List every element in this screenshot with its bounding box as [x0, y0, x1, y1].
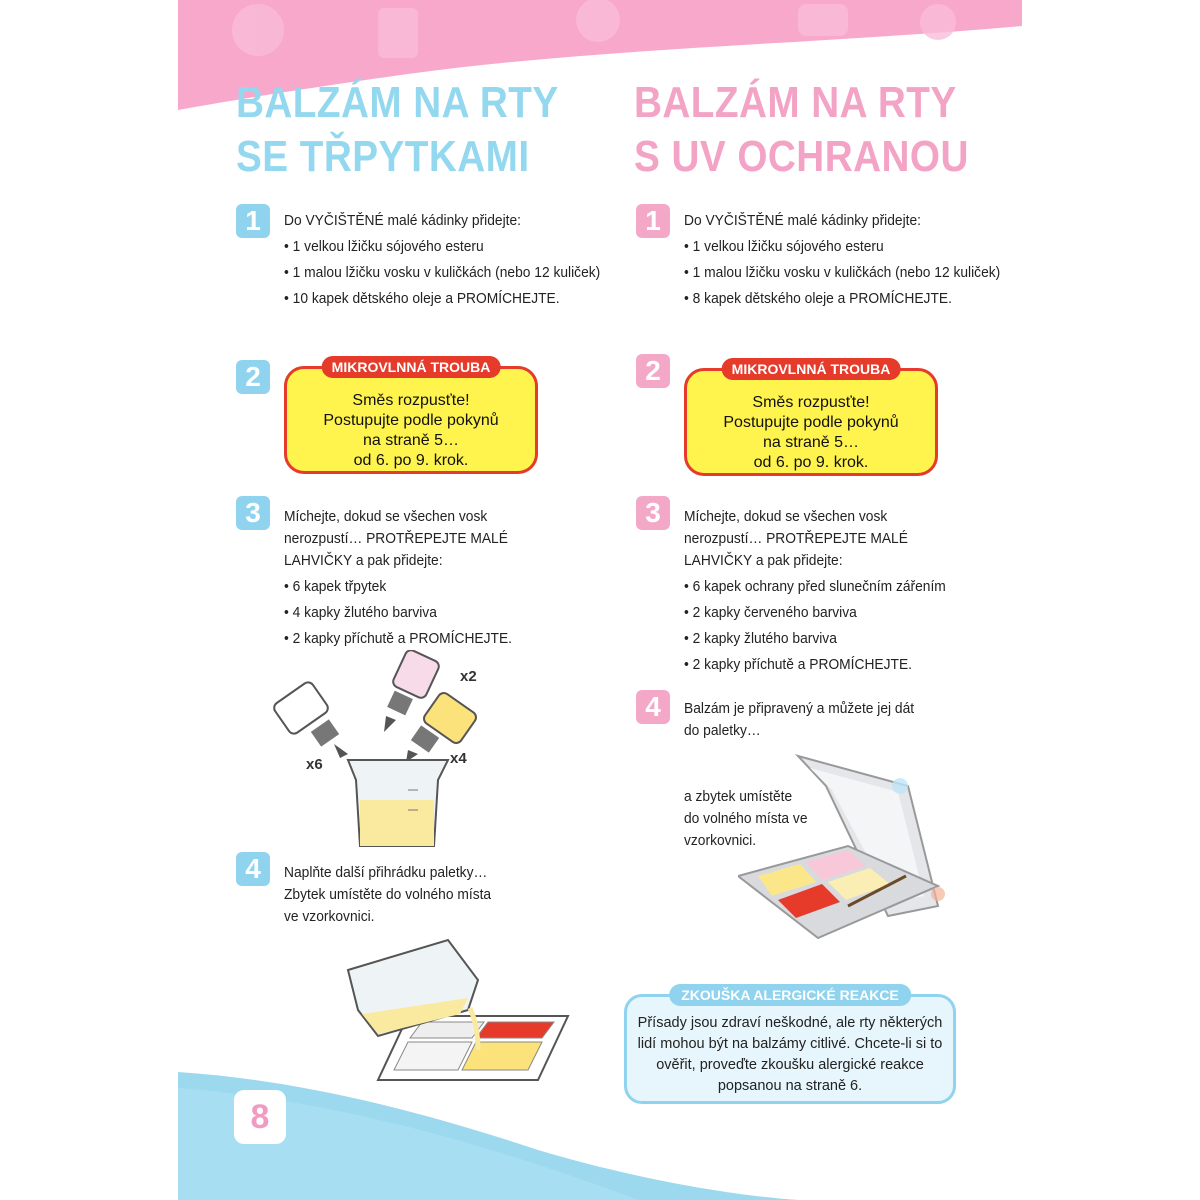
list-item: • 1 velkou lžičku sójového esteru: [684, 236, 1000, 258]
left-step3-list: [284, 576, 512, 650]
right-step1-list: [684, 236, 1000, 310]
microwave-label: MIKROVLNNÁ TROUBA: [322, 356, 501, 378]
palette-illustration: [738, 746, 958, 956]
left-step3-intro: Míchejte, dokud se všechen vosk: [284, 508, 488, 525]
list-item: • 6 kapek ochrany před slunečním zářením: [684, 576, 946, 598]
right-step1-number: 1: [636, 204, 670, 238]
left-step4-text: Naplňte další přihrádku paletky… Zbytek umístěte do volného místa ve vzorkovnici.: [284, 864, 492, 925]
allergy-test-box: [624, 987, 956, 1104]
list-item: • 8 kapek dětského oleje a PROMÍCHEJTE.: [684, 288, 1000, 310]
allergy-label: ZKOUŠKA ALERGICKÉ REAKCE: [669, 984, 911, 1006]
right-step2-number: 2: [636, 354, 670, 388]
right-title: BALZÁM NA RTY S UV OCHRANOU: [634, 78, 969, 181]
right-microwave-box: [684, 361, 938, 476]
pour-palette-illustration: [338, 930, 578, 1090]
left-step4-number: 4: [236, 852, 270, 886]
dropper-bottle-right: [406, 691, 478, 762]
left-microwave-box: [284, 359, 538, 474]
list-item: • 1 malou lžičku vosku v kuličkách (nebo 12 kuliček): [684, 262, 1000, 284]
beaker-dropper-illustration: [268, 650, 518, 850]
right-step4-text: Balzám je připravený a můžete jej dát do paletky…: [684, 700, 915, 739]
list-item: • 1 velkou lžičku sójového esteru: [284, 236, 600, 258]
left-step3-number: 3: [236, 496, 270, 530]
page: [178, 0, 1022, 1200]
right-step3-intro: Míchejte, dokud se všechen vosk: [684, 508, 888, 525]
page-number: 8: [234, 1090, 286, 1144]
label-x4: x4: [450, 750, 467, 767]
label-x2: x2: [460, 668, 477, 685]
microwave-text: Směs rozpusťte! Postupujte podle pokynů na straně 5… od 6. po 9. krok.: [323, 392, 499, 469]
right-step1-intro: Do VYČIŠTĚNÉ malé kádinky přidejte:: [684, 212, 922, 229]
right-step3-list: [684, 576, 946, 676]
right-step1-text: [684, 210, 1000, 310]
list-item: • 2 kapky žlutého barviva: [684, 628, 946, 650]
list-item: • 6 kapek třpytek: [284, 576, 512, 598]
dropper-bottle-left: [272, 680, 348, 758]
microwave-label: MIKROVLNNÁ TROUBA: [722, 358, 901, 380]
left-step3-text: Míchejte, dokud se všechen vosk nerozpustí… PROTŘEPEJTE MALÉ LAHVIČKY a pak přidejte: • 6 kapek třpytek • 4 kapky žlutého barviva • 2 kapky příchutě a PROMÍCHEJTE.: [284, 506, 512, 650]
left-step1-list: [284, 236, 600, 310]
right-step4-number: 4: [636, 690, 670, 724]
allergy-text: Přísady jsou zdraví neškodné, ale rty některých lidí mohou být na balzámy citlivé. Chcete-li si to ověřit, proveďte zkoušku alergické reakce popsanou na straně 6.: [637, 1015, 943, 1094]
beaker: [348, 760, 448, 846]
list-item: • 2 kapky červeného barviva: [684, 602, 946, 624]
right-step3-text: Míchejte, dokud se všechen vosk nerozpustí… PROTŘEPEJTE MALÉ LAHVIČKY a pak přidejte: • 6 kapek ochrany před slunečním zářením • 2 kapky červeného barviva • 2 kapky žlutého barviva • 2 kapky příchutě a PROMÍCHEJTE.: [684, 506, 946, 676]
left-title: BALZÁM NA RTY SE TŘPYTKAMI: [236, 78, 559, 181]
right-remainder-text: a zbytek umístěte do volného místa ve vzorkovnici.: [684, 788, 808, 849]
list-item: • 2 kapky příchutě a PROMÍCHEJTE.: [284, 628, 512, 650]
microwave-text: Směs rozpusťte! Postupujte podle pokynů na straně 5… od 6. po 9. krok.: [723, 394, 899, 471]
left-step2-number: 2: [236, 360, 270, 394]
list-item: • 2 kapky příchutě a PROMÍCHEJTE.: [684, 654, 946, 676]
list-item: • 10 kapek dětského oleje a PROMÍCHEJTE.: [284, 288, 600, 310]
label-x6: x6: [306, 756, 323, 773]
list-item: • 4 kapky žlutého barviva: [284, 602, 512, 624]
left-step1-number: 1: [236, 204, 270, 238]
left-step1-intro: Do VYČIŠTĚNÉ malé kádinky přidejte:: [284, 212, 522, 229]
left-step1-text: [284, 210, 600, 310]
list-item: • 1 malou lžičku vosku v kuličkách (nebo 12 kuliček): [284, 262, 600, 284]
right-step3-number: 3: [636, 496, 670, 530]
